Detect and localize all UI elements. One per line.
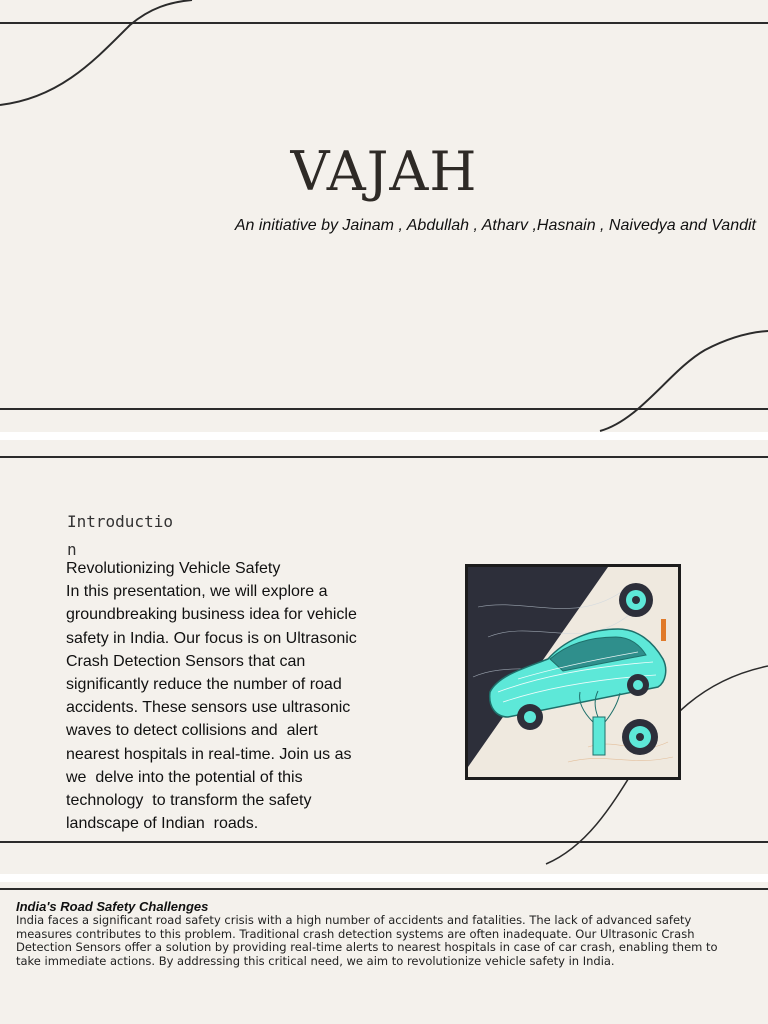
challenges-body: India faces a significant road safety crisis with a high number of accidents and fatalities. The lack of advanced safety measures contributes to this problem. Traditional crash detection systems are often inadequate. Our Ultrasonic Crash Detection Sensors offer a solution by providing real-time alerts to nearest hospitals in case of car crash, enabling them to take immediate actions. By addressing this critical need, we aim to revolutionize vehicle safety in India. [16, 913, 718, 968]
challenges-slide [0, 882, 768, 1024]
presentation-title: VAJAH [290, 140, 478, 203]
top-rule [0, 456, 768, 458]
body-line: groundbreaking business idea for vehicle [66, 606, 357, 624]
bottom-rule [0, 841, 768, 843]
title-slide [0, 0, 768, 432]
introduction-heading: Introduction [67, 512, 173, 559]
top-rule [0, 22, 768, 24]
body-line: technology to transform the safety [66, 792, 312, 810]
bottom-rule [0, 408, 768, 410]
slide-gap [0, 432, 768, 440]
body-line: nearest hospitals in real-time. Join us as [66, 745, 352, 763]
body-line: we delve into the potential of this [66, 768, 303, 786]
introduction-body [66, 557, 406, 835]
body-line: landscape of Indian roads. [66, 815, 259, 833]
slide-gap [0, 874, 768, 882]
body-line: accidents. These sensors use ultrasonic [66, 699, 351, 717]
body-line: significantly reduce the number of road [66, 676, 342, 694]
body-line: Revolutionizing Vehicle Safety [66, 560, 281, 577]
presentation-subtitle: An initiative by Jainam , Abdullah , Atharv ,Hasnain , Naivedya and Vandit [234, 217, 756, 234]
introduction-slide [0, 440, 768, 874]
top-rule [0, 888, 768, 890]
car-sensor-icon [468, 567, 678, 777]
body-line: In this presentation, we will explore a [66, 583, 328, 601]
challenges-heading: India's Road Safety Challenges [16, 899, 209, 914]
body-line: safety in India. Our focus is on Ultrasonic [66, 629, 357, 647]
body-line: Crash Detection Sensors that can [66, 652, 306, 670]
body-line: waves to detect collisions and alert [66, 722, 318, 740]
car-sensor-illustration [465, 564, 681, 780]
